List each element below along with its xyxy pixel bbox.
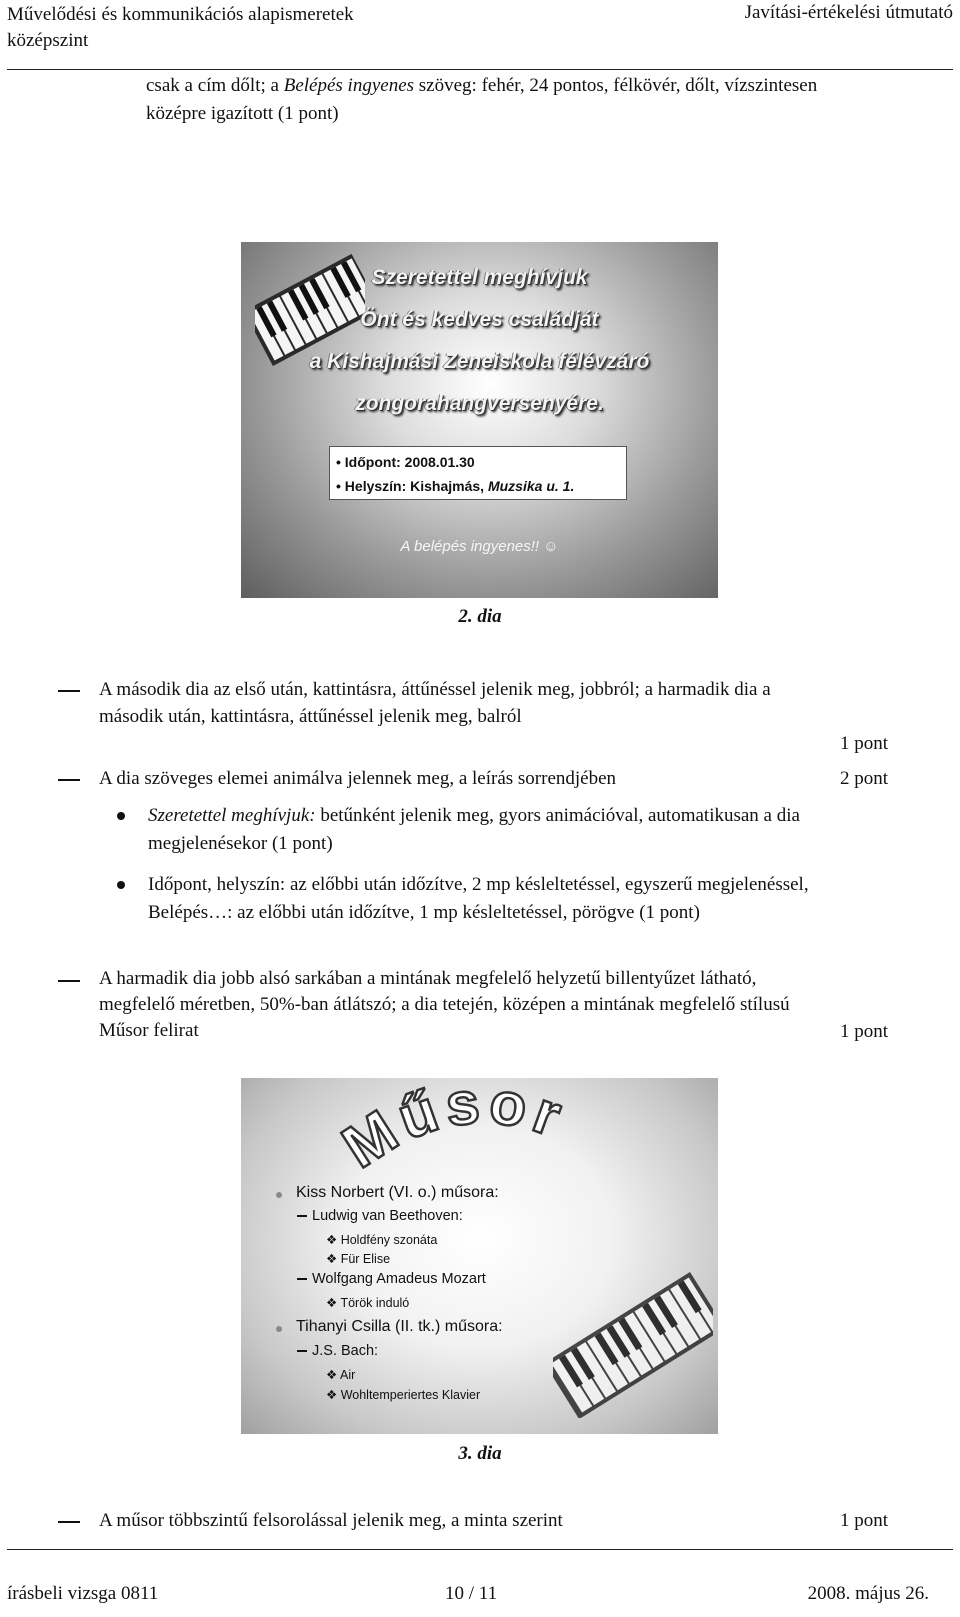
- criteria-item-keyboard: [58, 966, 888, 1050]
- slide2-invitation-line2: Önt és kedves családját: [360, 308, 599, 331]
- sub-item-text: [148, 802, 818, 858]
- diamond-bullet-icon: ❖: [326, 1368, 338, 1382]
- level1-bullet: [276, 1326, 282, 1332]
- slide2-info-box: [329, 446, 627, 500]
- criteria-points: 1 pont: [839, 733, 888, 754]
- diamond-bullet-icon: ❖: [326, 1388, 338, 1402]
- intro-italic: Belépés ingyenes: [283, 75, 415, 96]
- composer-mozart: [297, 1271, 486, 1287]
- intro-text-2: szöveg: fehér, 24 pontos, félkövér, dőlt, vízszintesen középre igazított (1 pont): [146, 75, 818, 124]
- intro-paragraph: [146, 72, 846, 128]
- sub-item-rest: betűnként jelenik meg, gyors animációval, automatikusan a dia megjelenésekor (1 pont): [148, 805, 800, 854]
- footer-page-number: 10 / 11: [445, 1583, 498, 1604]
- slide2-invitation-line4: zongorahangversenyére.: [355, 392, 604, 415]
- slide2-caption: 2. dia: [458, 606, 502, 627]
- page-header: [7, 0, 953, 70]
- criteria-item-transitions: [58, 676, 888, 760]
- sub-item-text: Időpont, helyszín: az előbbi után időzítve, 2 mp késleltetéssel, egyszerű megjelenéssel, Belépés…: az előbbi után időzítve, 1 mp késleltetéssel, pörögve (1 pont): [148, 874, 809, 923]
- criteria-points: 2 pont: [839, 768, 888, 789]
- slide2-free-entry: A belépés ingyenes!! ☺: [400, 538, 559, 555]
- piece-wtk: [326, 1387, 480, 1402]
- diamond-bullet-icon: ❖: [326, 1296, 338, 1310]
- piece-name: Für Elise: [340, 1252, 391, 1266]
- dash-bullet: [58, 690, 80, 692]
- page-footer: [7, 1549, 953, 1617]
- criteria-text: A dia szöveges elemei animálva jelennek meg, a leírás sorrendjében: [99, 768, 617, 789]
- slide2-venue-street: Muzsika u. 1.: [487, 478, 575, 494]
- dash-bullet: [58, 1521, 80, 1523]
- slide3-caption: 3. dia: [458, 1443, 502, 1464]
- criteria-item-program: [58, 1507, 888, 1535]
- piece-moonlight: [326, 1232, 437, 1247]
- intro-text-1: csak a cím dőlt; a: [146, 75, 284, 96]
- diamond-bullet-icon: ❖: [326, 1233, 338, 1247]
- slide-2-image: [241, 242, 718, 598]
- composer-name: J.S. Bach:: [312, 1343, 379, 1359]
- criteria-text: A műsor többszintű felsorolással jelenik meg, a minta szerint: [99, 1510, 563, 1531]
- header-guide-title: Javítási-értékelési útmutató: [744, 2, 953, 23]
- slide2-invitation-line1: Szeretettel meghívjuk: [371, 266, 588, 289]
- slide2-venue: [336, 474, 620, 498]
- piece-turkish-march: [326, 1295, 409, 1310]
- piano-keyboard-icon: [553, 1268, 713, 1418]
- slide-3-image: [241, 1078, 718, 1434]
- composer-name: Ludwig van Beethoven:: [312, 1208, 463, 1224]
- dash-bullet: [58, 980, 80, 982]
- sub-item-italic: Szeretettel meghívjuk:: [148, 805, 316, 826]
- criteria-points: 1 pont: [839, 1021, 888, 1042]
- criteria-text: A második dia az első után, kattintásra, áttűnéssel jelenik meg, jobbról; a harmadik dia a második után, kattintásra, áttűnéssel jelenik meg, balról: [99, 679, 771, 727]
- bullet-dot: [117, 812, 125, 820]
- slide2-date: • Időpont: 2008.01.30: [336, 454, 475, 470]
- piece-air: [326, 1367, 355, 1382]
- composer-beethoven: [297, 1208, 463, 1224]
- sub-item-info-animation: [117, 871, 817, 955]
- level1-bullet: [276, 1192, 282, 1198]
- header-level: középszint: [7, 30, 89, 51]
- diamond-bullet-icon: ❖: [326, 1252, 338, 1266]
- sub-item-title-animation: [117, 802, 817, 858]
- header-left: [7, 2, 354, 54]
- slide2-venue-label: • Helyszín: Kishajmás,: [336, 478, 488, 494]
- piece-name: Török induló: [340, 1296, 410, 1310]
- level2-dash: [297, 1278, 307, 1280]
- criteria-text: A harmadik dia jobb alsó sarkában a mintának megfelelő helyzetű billentyűzet látható, megfelelő méretben, 50%-ban átlátszó; a dia tetején, középen a mintának megfelelő stílusú Műsor felirat: [99, 968, 790, 1041]
- slide3-title: Műsor: [330, 1078, 576, 1181]
- piece-name: Air: [340, 1368, 356, 1382]
- program-performer-1: Kiss Norbert (VI. o.) műsora:: [296, 1184, 499, 1201]
- piece-fur-elise: [326, 1251, 390, 1266]
- level2-dash: [297, 1350, 307, 1352]
- header-subject: Művelődési és kommunikációs alapismeretek: [7, 4, 354, 25]
- level2-dash: [297, 1215, 307, 1217]
- footer-date: 2008. május 26.: [807, 1583, 929, 1604]
- criteria-points: 1 pont: [839, 1510, 888, 1531]
- criteria-item-animation: [58, 765, 888, 793]
- dash-bullet: [58, 779, 80, 781]
- bullet-dot: [117, 881, 125, 889]
- program-performer-2: Tihanyi Csilla (II. tk.) műsora:: [296, 1318, 503, 1335]
- piece-name: Wohltemperiertes Klavier: [340, 1388, 481, 1402]
- piece-name: Holdfény szonáta: [340, 1233, 438, 1247]
- slide2-invitation-line3: a Kishajmási Zeneiskola félévzáró: [309, 350, 650, 373]
- composer-name: Wolfgang Amadeus Mozart: [312, 1271, 486, 1287]
- composer-bach: [297, 1343, 378, 1359]
- footer-exam-id: írásbeli vizsga 0811: [7, 1583, 159, 1604]
